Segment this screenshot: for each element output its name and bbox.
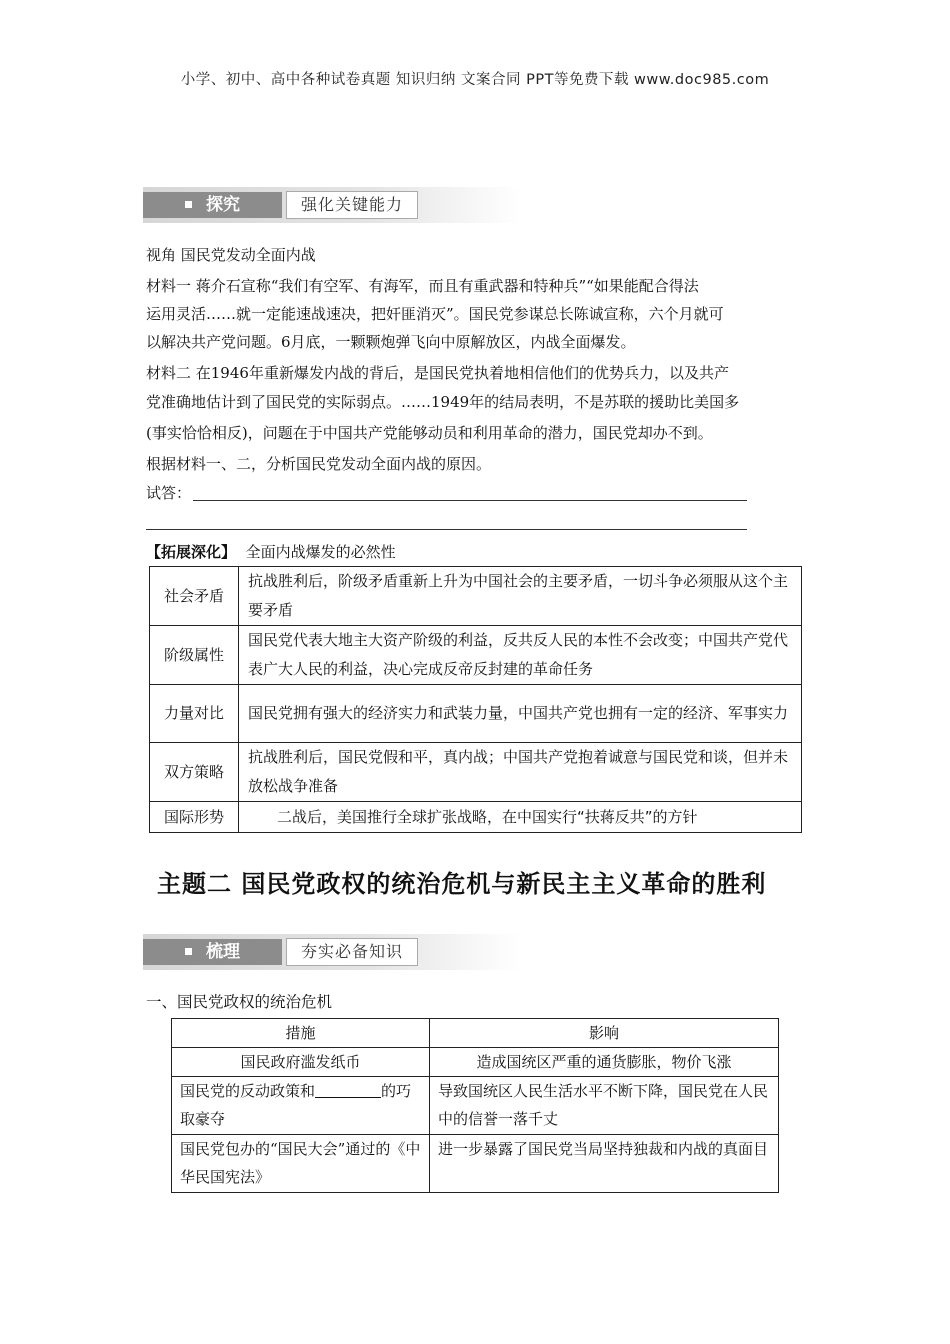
fill-blank[interactable]: [315, 1083, 381, 1098]
table-row: [150, 685, 802, 743]
table-row: [172, 1077, 779, 1135]
table-value: 二战后，美国推行全球扩张战略，在中国实行“扶蒋反共”的方针: [239, 802, 802, 833]
expand-title: 全面内战爆发的必然性: [245, 543, 396, 561]
effect-cell: 进一步暴露了国民党当局坚持独裁和内战的真面目: [430, 1135, 779, 1193]
material2-line3: (事实恰恰相反)，问题在于中国共产党能够动员和利用革命的潜力，国民党却办不到。: [146, 424, 713, 442]
material2-line2: 党准确地估计到了国民党的实际弱点。……1949年的结局表明，不是苏联的援助比美国多: [146, 393, 740, 411]
section-banner-explore: [143, 187, 521, 223]
material2-line1: 材料二 在1946年重新爆发内战的背后，是国民党执着地相信他们的优势兵力，以及共产: [146, 364, 729, 382]
table-value: 抗战胜利后，阶级矛盾重新上升为中国社会的主要矛盾，一切斗争必须服从这个主要矛盾: [239, 567, 802, 626]
table-key: 双方策略: [150, 743, 239, 802]
material1-line3: 以解决共产党问题。6月底，一颗颗炮弹飞向中原解放区，内战全面爆发。: [146, 333, 636, 351]
table-header: 措施: [172, 1019, 430, 1048]
topic-title: 主题二 国民党政权的统治危机与新民主主义革命的胜利: [157, 870, 767, 898]
effect-cell: 造成国统区严重的通货膨胀，物价飞涨: [430, 1048, 779, 1077]
table-value: 国民党代表大地主大资产阶级的利益，反共反人民的本性不会改变；中国共产党代表广大人民的利益，决心完成反帝反封建的革命任务: [239, 626, 802, 685]
material1-line1: 材料一 蒋介石宣称“我们有空军、有海军，而且有重武器和特种兵”“如果能配合得法: [146, 277, 699, 295]
table-key: 力量对比: [150, 685, 239, 743]
measure-cell: 国民党包办的“国民大会”通过的《中华民国宪法》: [172, 1135, 430, 1193]
section-banner-review: [143, 934, 521, 970]
answer-line: [193, 500, 747, 501]
question-text: 根据材料一、二，分析国民党发动全面内战的原因。: [146, 455, 492, 473]
table-key: 国际形势: [150, 802, 239, 833]
page-header: 小学、初中、高中各种试卷真题 知识归纳 文案合同 PPT等免费下载 www.doc985.com: [180, 72, 770, 88]
crisis-table: [171, 1018, 779, 1193]
expand-table: [149, 566, 802, 833]
answer-line: [146, 529, 747, 530]
table-value: 抗战胜利后，国民党假和平，真内战；中国共产党抱着诚意与国民党和谈，但并未放松战争准备: [239, 743, 802, 802]
table-row: [172, 1135, 779, 1193]
table-row: [150, 567, 802, 626]
table-row: [172, 1048, 779, 1077]
square-bullet-icon: [185, 948, 192, 955]
measure-text: 的巧取豪夺: [180, 1082, 412, 1128]
banner-label: [143, 192, 282, 218]
effect-cell: 导致国统区人民生活水平不断下降，国民党在人民中的信誉一落千丈: [430, 1077, 779, 1135]
expand-heading: [146, 541, 396, 562]
measure-text: 国民党的反动政策和: [180, 1082, 316, 1100]
table-key: 社会矛盾: [150, 567, 239, 626]
banner-subtitle: 夯实必备知识: [286, 938, 418, 966]
banner-subtitle: 强化关键能力: [286, 191, 418, 219]
table-row: [150, 743, 802, 802]
table-row: [150, 626, 802, 685]
table-row: [150, 802, 802, 833]
banner-label-text: 梳理: [206, 942, 240, 962]
square-bullet-icon: [185, 201, 192, 208]
section-heading: 一、国民党政权的统治危机: [146, 993, 333, 1011]
measure-cell: [172, 1077, 430, 1135]
material1-line2: 运用灵活……就一定能速战速决，把奸匪消灭”。国民党参谋总长陈诚宣称，六个月就可: [146, 305, 724, 323]
expand-label: 【拓展深化】: [146, 543, 237, 561]
measure-cell: 国民政府滥发纸币: [172, 1048, 430, 1077]
table-value: 国民党拥有强大的经济实力和武装力量，中国共产党也拥有一定的经济、军事实力: [239, 685, 802, 743]
perspective-heading: 视角 国民党发动全面内战: [146, 246, 316, 264]
answer-label: 试答：: [146, 484, 192, 502]
table-key: 阶级属性: [150, 626, 239, 685]
table-header-row: [172, 1019, 779, 1048]
table-header: 影响: [430, 1019, 779, 1048]
banner-label-text: 探究: [206, 195, 240, 215]
banner-label: [143, 939, 282, 965]
